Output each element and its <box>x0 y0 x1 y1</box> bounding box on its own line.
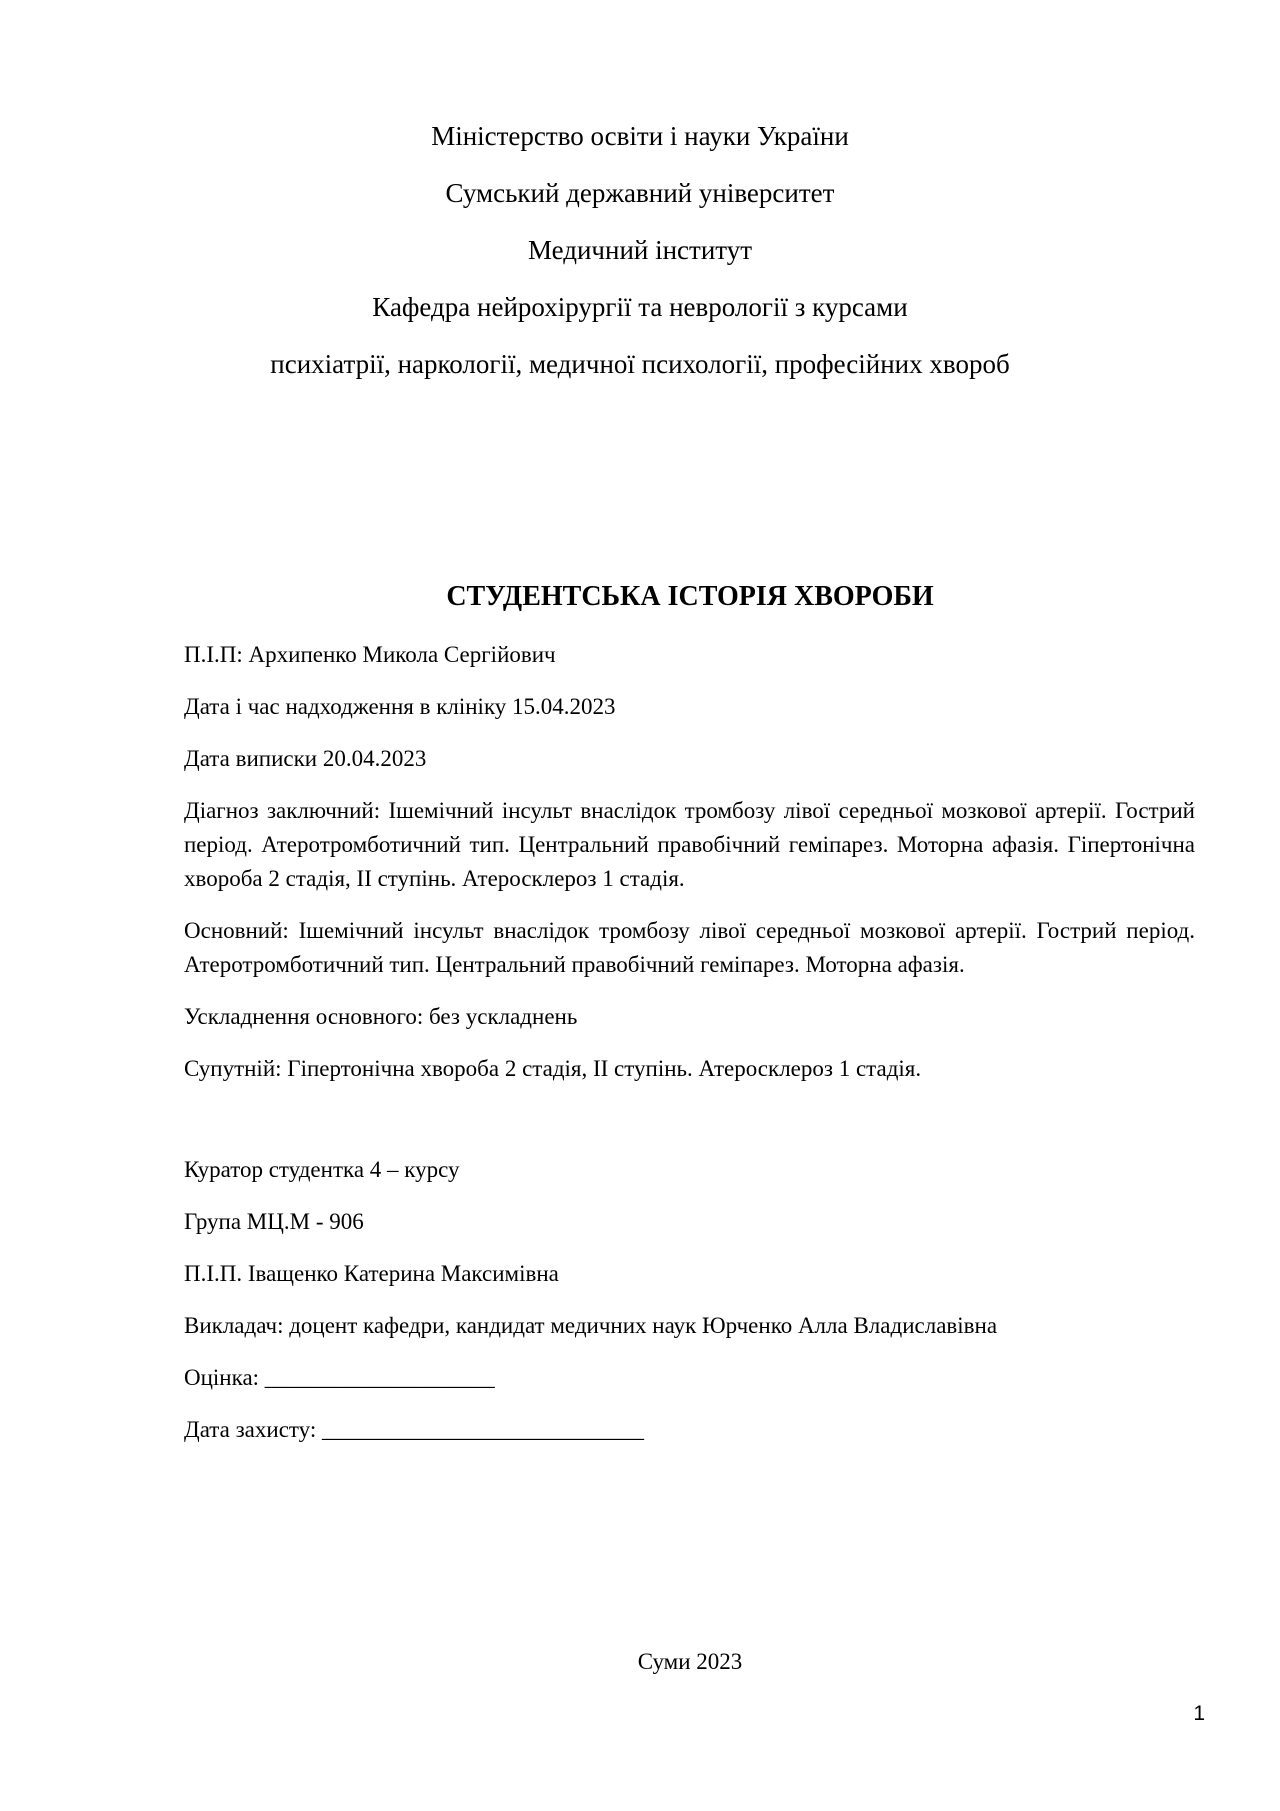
complications: Ускладнення основного: без ускладнень <box>184 1004 578 1029</box>
institute-line: Медичний інститут <box>527 235 753 265</box>
document-title: СТУДЕНТСЬКА ІСТОРІЯ ХВОРОБИ <box>446 581 934 612</box>
title-page-header <box>0 121 1280 406</box>
department-line-2: психіатрії, наркології, медичної психології, професійних хвороб <box>270 349 1010 379</box>
section-spacer <box>184 1104 1195 1153</box>
university-line: Сумський державний університет <box>445 178 835 208</box>
discharge-date: Дата виписки 20.04.2023 <box>184 746 427 771</box>
page-number: 1 <box>1193 1702 1205 1725</box>
curator-name: П.І.П. Іващенко Катерина Максимівна <box>184 1261 559 1286</box>
curator-group: Група МЦ.М - 906 <box>184 1209 364 1234</box>
main-diagnosis: Основний: Ішемічний інсульт внаслідок тромбозу лівої середньої мозкової артерії. Гострий період. Атеротромботичний тип. Центральний правобічний геміпарез. Моторна афазія. <box>184 918 1195 977</box>
department-line-1: Кафедра нейрохірургії та неврології з курсами <box>372 292 908 322</box>
patient-name: П.І.П: Архипенко Микола Сергійович <box>184 642 556 667</box>
final-diagnosis: Діагноз заключний: Ішемічний інсульт внаслідок тромбозу лівої середньої мозкової артерії. Гострий період. Атеротромботичний тип. Центральний правобічний геміпарез. Моторна афазія. Гіпертонічна хвороба 2 стадія, II ступінь. Атеросклероз 1 стадія. <box>184 798 1195 891</box>
grade-line: Оцінка: ____________________ <box>184 1365 495 1390</box>
concomitant-diagnosis: Супутній: Гіпертонічна хвороба 2 стадія, II ступінь. Атеросклероз 1 стадія. <box>184 1056 922 1081</box>
city-year: Суми 2023 <box>637 1649 743 1674</box>
admission-date: Дата і час надходження в клініку 15.04.2023 <box>184 694 616 719</box>
curator-course: Куратор студентка 4 – курсу <box>184 1157 460 1182</box>
defense-date-line: Дата захисту: ____________________________ <box>184 1417 644 1442</box>
document-body <box>184 638 1195 1465</box>
teacher-line: Викладач: доцент кафедри, кандидат медичних наук Юрченко Алла Владиславівна <box>184 1313 998 1338</box>
ministry-line: Міністерство освіти і науки України <box>431 121 849 151</box>
